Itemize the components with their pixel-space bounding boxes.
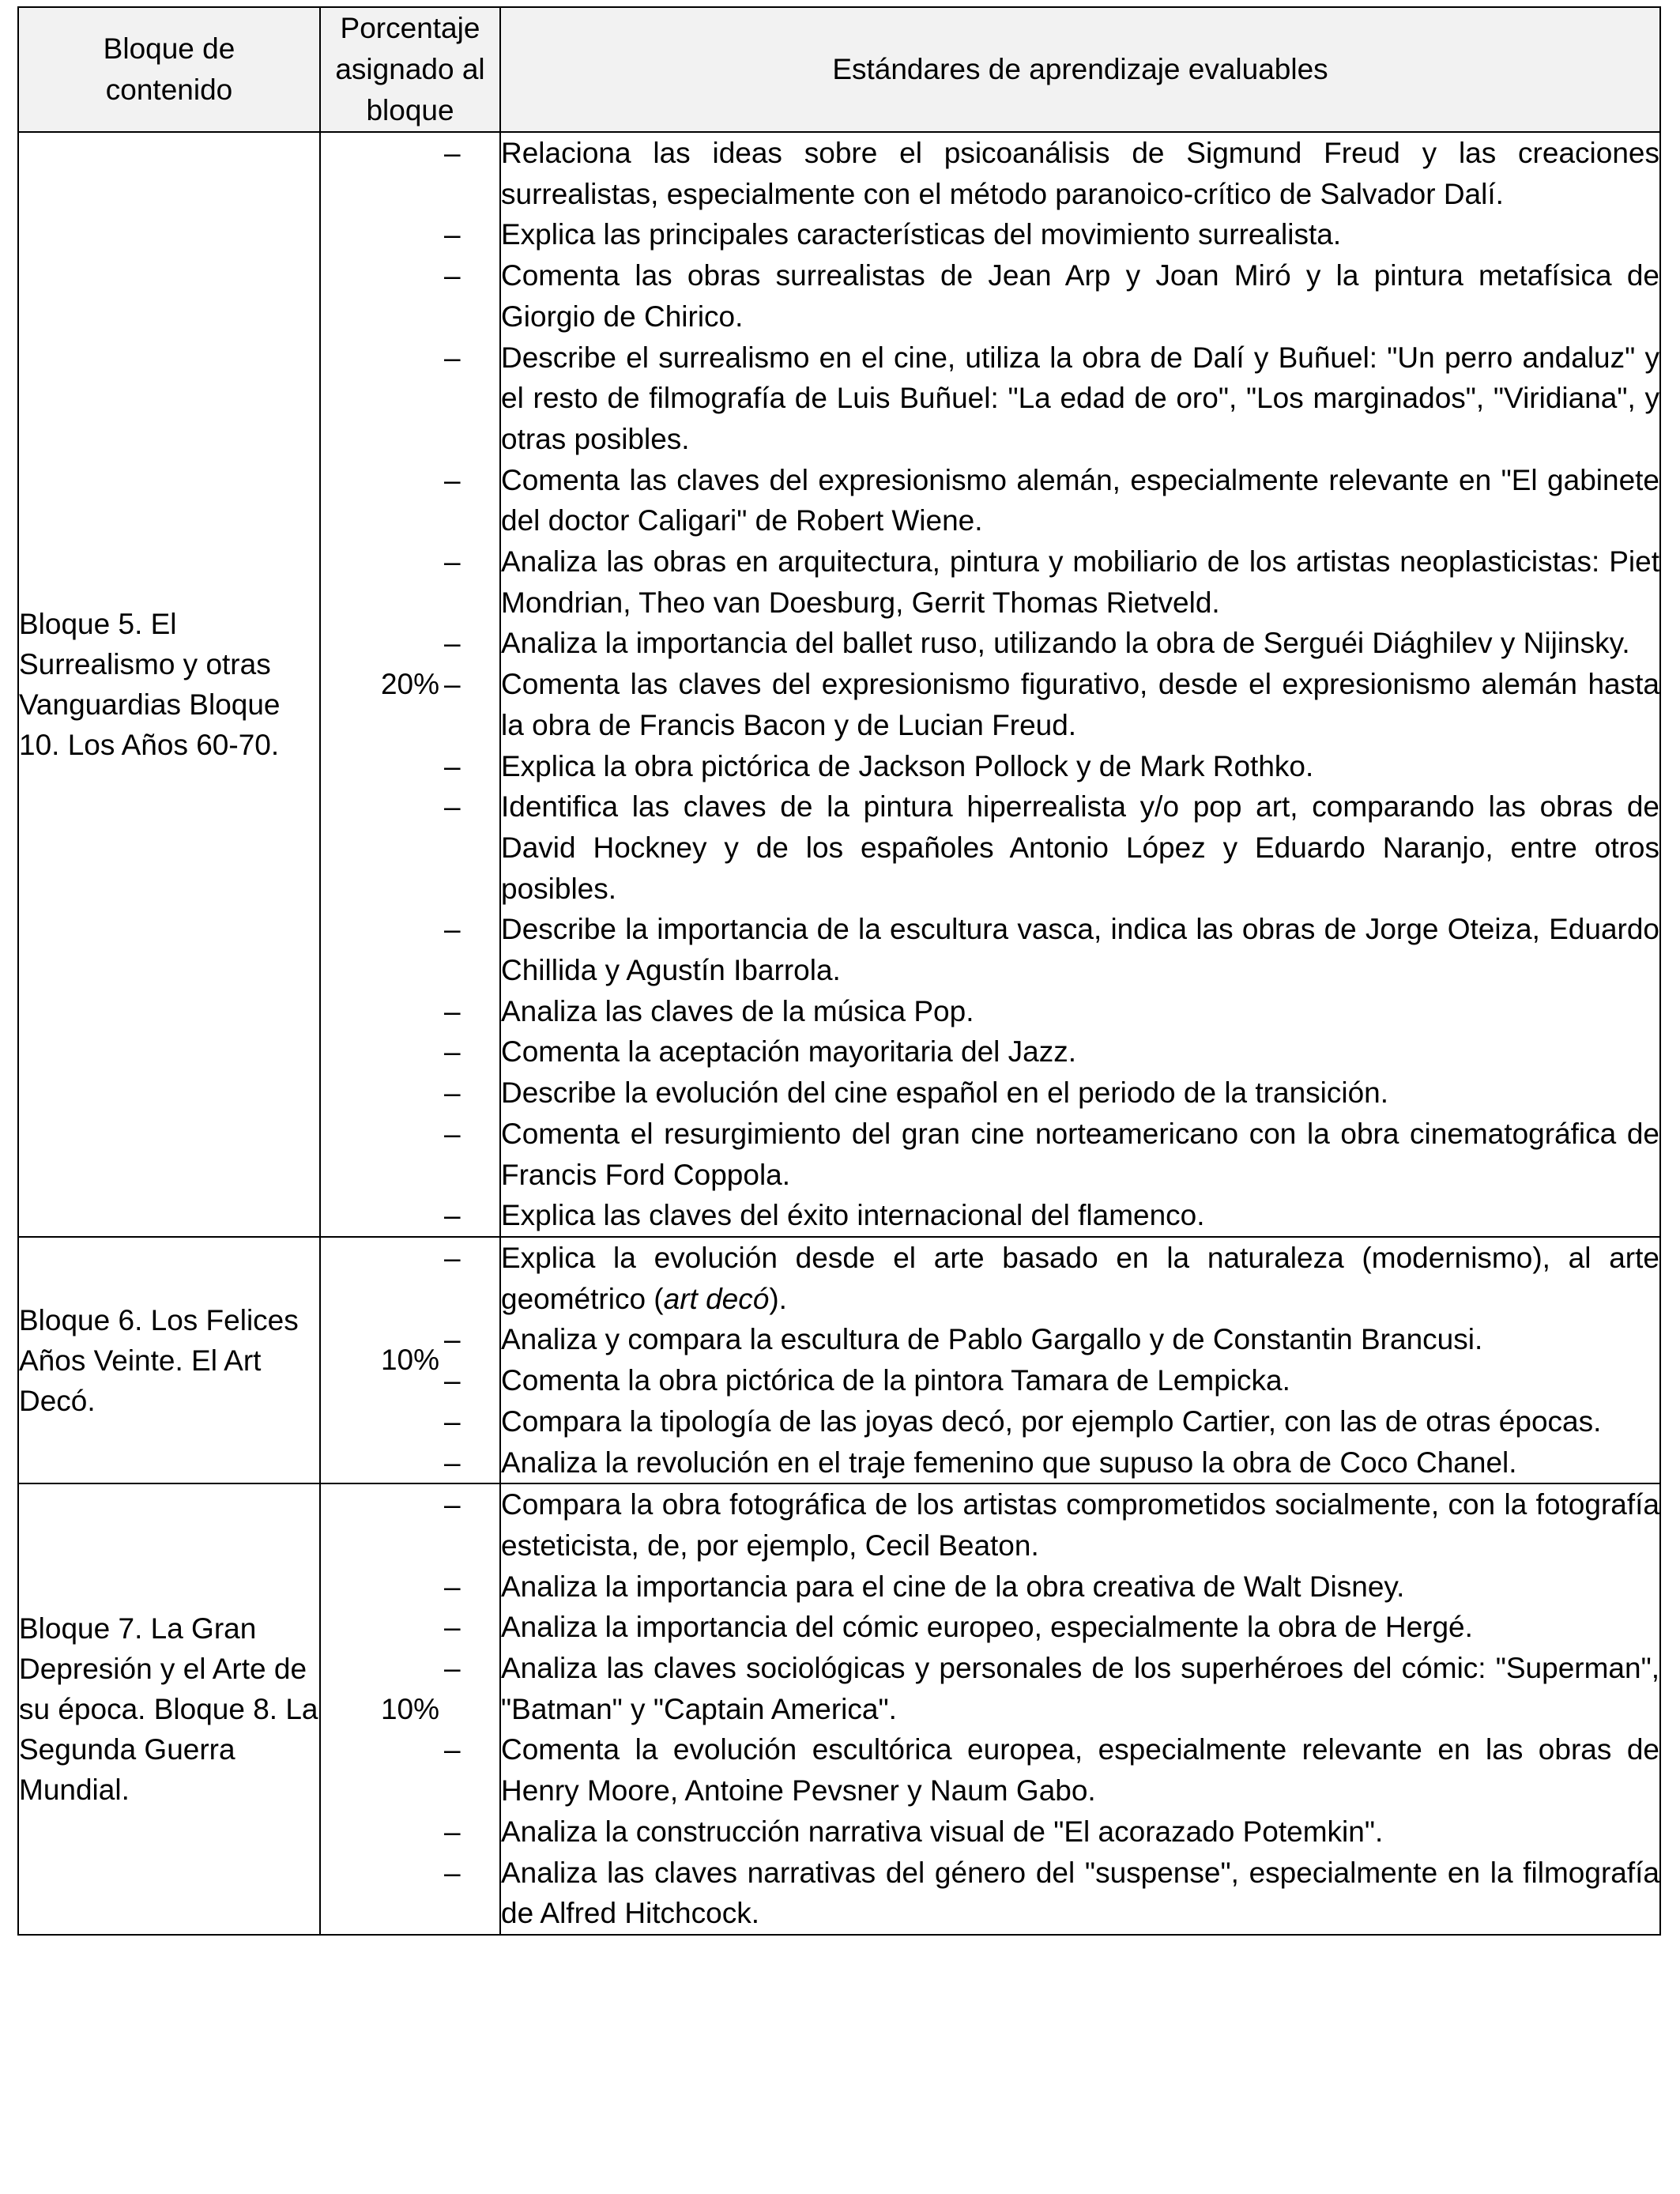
standards-cell bbox=[444, 132, 1660, 1237]
list-item: – Analiza las claves narrativas del género del "suspense", especialmente en la filmografía de Alfred Hitchcock. bbox=[444, 1856, 1659, 1930]
block-name: Bloque 5. El Surrealismo y otras Vanguardias Bloque 10. Los Años 60-70. bbox=[18, 132, 320, 1237]
standards-cell bbox=[444, 1483, 1660, 1935]
list-item: – Analiza la importancia del ballet ruso, utilizando la obra de Serguéi Diághilev y Nijinsky. bbox=[444, 627, 1630, 660]
list-item: – Analiza la importancia para el cine de la obra creativa de Walt Disney. bbox=[444, 1570, 1405, 1603]
list-item: – Analiza la construcción narrativa visual de "El acorazado Potemkin". bbox=[444, 1815, 1384, 1848]
list-item: – Comenta la obra pictórica de la pintora Tamara de Lempicka. bbox=[444, 1364, 1290, 1397]
list-item: – Explica las claves del éxito internacional del flamenco. bbox=[444, 1199, 1205, 1232]
block-percent: 20% bbox=[320, 132, 500, 1237]
standards-list bbox=[444, 1238, 1659, 1483]
list-item: – Comenta la aceptación mayoritaria del Jazz. bbox=[444, 1035, 1077, 1069]
list-item: – Comenta el resurgimiento del gran cine norteamericano con la obra cinematográfica de Francis Ford Coppola. bbox=[444, 1117, 1659, 1191]
list-item: – Comenta las claves del expresionismo alemán, especialmente relevante en "El gabinete del doctor Caligari" de Robert Wiene. bbox=[444, 463, 1659, 537]
header-row bbox=[18, 7, 1660, 132]
table-row bbox=[18, 1237, 1660, 1483]
list-item: – Explica la obra pictórica de Jackson Pollock y de Mark Rothko. bbox=[444, 749, 1314, 782]
header-block: Bloque de contenido bbox=[18, 7, 320, 132]
block-name: Bloque 6. Los Felices Años Veinte. El Art Decó. bbox=[18, 1237, 320, 1483]
list-item: – Identifica las claves de la pintura hiperrealista y/o pop art, comparando las obras de David Hockney y de los españoles Antonio López y Eduardo Naranjo, entre otros posibles. bbox=[444, 790, 1659, 905]
table-row bbox=[18, 1483, 1660, 1935]
header-percent: Porcentaje asignado al bloque bbox=[320, 7, 500, 132]
list-item: – Explica las principales características del movimiento surrealista. bbox=[444, 218, 1342, 251]
list-item: – Analiza las claves de la música Pop. bbox=[444, 994, 974, 1027]
curriculum-table bbox=[17, 6, 1661, 1936]
list-item: – Compara la obra fotográfica de los artistas comprometidos socialmente, con la fotografía esteticista, de, por ejemplo, Cecil Beaton. bbox=[444, 1488, 1659, 1562]
table-row bbox=[18, 132, 1660, 1237]
list-item: – Analiza y compara la escultura de Pablo Gargallo y de Constantin Brancusi. bbox=[444, 1323, 1483, 1356]
standards-list bbox=[444, 133, 1659, 1236]
block-name: Bloque 7. La Gran Depresión y el Arte de su época. Bloque 8. La Segunda Guerra Mundial. bbox=[18, 1483, 320, 1935]
list-item: – Explica la evolución desde el arte basado en la naturaleza (modernismo), al arte geométrico (art decó). bbox=[444, 1241, 1659, 1315]
standards-list bbox=[444, 1484, 1659, 1934]
standards-cell bbox=[444, 1237, 1660, 1483]
header-standards: Estándares de aprendizaje evaluables bbox=[500, 7, 1660, 132]
list-item: – Analiza la revolución en el traje femenino que supuso la obra de Coco Chanel. bbox=[444, 1446, 1517, 1479]
list-item: – Describe el surrealismo en el cine, utiliza la obra de Dalí y Buñuel: "Un perro andaluz" y el resto de filmografía de Luis Buñuel: "La edad de oro", "Los marginados", "Viridiana", y otras posibles. bbox=[444, 341, 1659, 455]
block-percent: 10% bbox=[320, 1483, 500, 1935]
block-percent: 10% bbox=[320, 1237, 500, 1483]
list-item: – Comenta la evolución escultórica europea, especialmente relevante en las obras de Henry Moore, Antoine Pevsner y Naum Gabo. bbox=[444, 1733, 1659, 1808]
list-item: – Describe la importancia de la escultura vasca, indica las obras de Jorge Oteiza, Eduardo Chillida y Agustín Ibarrola. bbox=[444, 913, 1659, 987]
list-item: – Compara la tipología de las joyas decó, por ejemplo Cartier, con las de otras épocas. bbox=[444, 1404, 1602, 1438]
list-item: – Comenta las claves del expresionismo figurativo, desde el expresionismo alemán hasta la obra de Francis Bacon y de Lucian Freud. bbox=[444, 668, 1659, 741]
list-item: – Analiza las claves sociológicas y personales de los superhéroes del cómic: "Superman", "Batman" y "Captain America". bbox=[444, 1652, 1659, 1725]
list-item: – Relaciona las ideas sobre el psicoanálisis de Sigmund Freud y las creaciones surrealistas, especialmente con el método paranoico-crítico de Salvador Dalí. bbox=[444, 137, 1659, 210]
list-item: – Describe la evolución del cine español en el periodo de la transición. bbox=[444, 1076, 1389, 1110]
list-item: – Analiza las obras en arquitectura, pintura y mobiliario de los artistas neoplasticistas: Piet Mondrian, Theo van Doesburg, Gerrit Thomas Rietveld. bbox=[444, 545, 1659, 619]
list-item: – Comenta las obras surrealistas de Jean Arp y Joan Miró y la pintura metafísica de Giorgio de Chirico. bbox=[444, 259, 1659, 333]
list-item: – Analiza la importancia del cómic europeo, especialmente la obra de Hergé. bbox=[444, 1611, 1473, 1644]
